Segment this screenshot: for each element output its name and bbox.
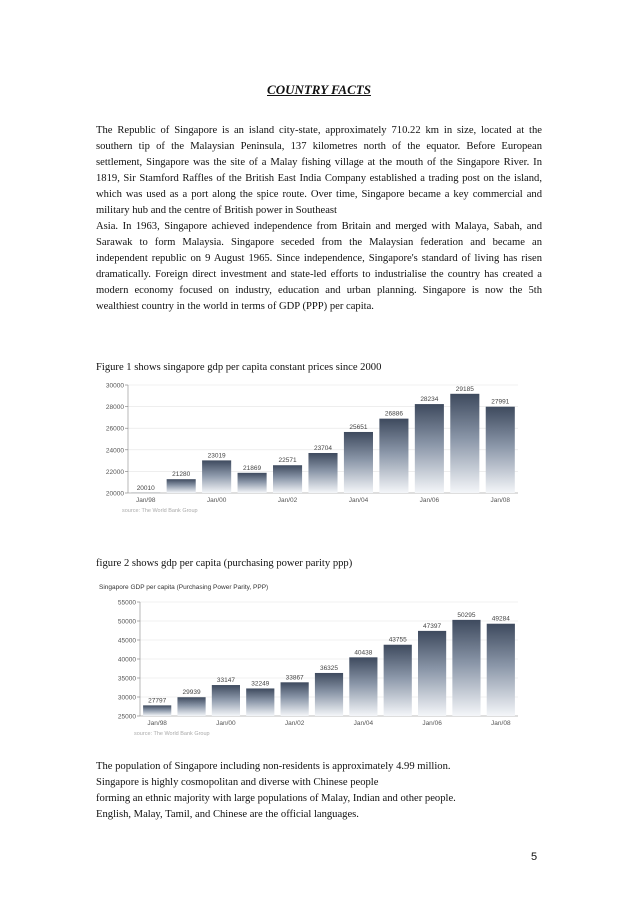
data-label: 29185 xyxy=(455,385,474,393)
chart-title: Singapore GDP per capita (Purchasing Power Parity, PPP) xyxy=(99,584,269,591)
data-label: 21280 xyxy=(172,471,191,479)
data-label: 23019 xyxy=(207,452,226,460)
x-tick-label: Jan/02 xyxy=(277,497,298,504)
bar xyxy=(384,645,412,716)
data-label: 29939 xyxy=(182,689,201,697)
chart-source: source: The World Bank Group xyxy=(122,508,198,514)
closing-line: Singapore is highly cosmopolitan and diverse with Chinese people xyxy=(96,777,379,788)
data-label: 33147 xyxy=(216,677,235,685)
data-label: 21869 xyxy=(243,464,262,472)
data-label: 40438 xyxy=(354,649,373,657)
bar xyxy=(452,620,480,716)
data-label: 28234 xyxy=(420,396,439,404)
y-tick-label: 22000 xyxy=(105,468,124,476)
bar xyxy=(379,419,408,493)
x-tick-label: Jan/04 xyxy=(348,497,369,504)
bar xyxy=(450,394,479,493)
data-label: 27797 xyxy=(148,697,167,705)
bar xyxy=(315,673,343,716)
data-label: 36325 xyxy=(319,664,339,672)
bar xyxy=(349,657,377,716)
figure1-caption: Figure 1 shows singapore gdp per capita constant prices since 2000 xyxy=(96,362,382,373)
closing-line: The population of Singapore including non-residents is approximately 4.99 million. xyxy=(96,761,451,772)
bar xyxy=(415,404,444,493)
closing-line: forming an ethnic majority with large populations of Malay, Indian and other people. xyxy=(96,793,456,804)
y-tick-label: 30000 xyxy=(105,382,124,390)
data-label: 50295 xyxy=(457,611,476,619)
bar xyxy=(246,688,274,716)
data-label: 43755 xyxy=(388,636,407,644)
bar xyxy=(487,624,515,716)
y-tick-label: 25000 xyxy=(117,713,136,721)
bar xyxy=(486,407,515,493)
chart-source: source: The World Bank Group xyxy=(134,731,210,737)
bar xyxy=(238,473,267,493)
y-tick-label: 28000 xyxy=(105,404,124,412)
x-tick-label: Jan/08 xyxy=(491,720,511,727)
x-tick-label: Jan/98 xyxy=(147,720,167,727)
data-label: 20010 xyxy=(136,484,155,492)
bar xyxy=(212,685,240,716)
bar xyxy=(273,465,302,493)
data-label: 33867 xyxy=(285,674,304,682)
data-label: 47397 xyxy=(423,622,442,630)
y-tick-label: 45000 xyxy=(117,637,136,645)
figure2-caption: figure 2 shows gdp per capita (purchasing power parity ppp) xyxy=(96,558,353,569)
bar xyxy=(177,697,205,716)
x-tick-label: Jan/00 xyxy=(216,720,236,727)
x-tick-label: Jan/08 xyxy=(490,497,511,504)
y-tick-label: 26000 xyxy=(105,425,124,433)
figure2-chart xyxy=(96,580,526,742)
data-label: 22571 xyxy=(278,457,297,465)
closing-line: English, Malay, Tamil, and Chinese are the official languages. xyxy=(96,809,359,820)
x-tick-label: Jan/06 xyxy=(422,720,442,727)
bar xyxy=(344,432,373,493)
data-label: 23704 xyxy=(313,444,333,452)
y-tick-label: 30000 xyxy=(117,694,136,702)
x-tick-label: Jan/00 xyxy=(206,497,227,504)
y-tick-label: 55000 xyxy=(117,599,136,607)
x-tick-label: Jan/04 xyxy=(353,720,374,727)
bar xyxy=(167,479,196,493)
y-tick-label: 24000 xyxy=(105,447,124,455)
intro-paragraph: The Republic of Singapore is an island city-state, approximately 710.22 km in size, located at the southern tip of the Malaysian Peninsula, 137 kilometres north of the equator. Before European settlement, Singapore was the site of a Malay fishing village at the mouth of the Singapore River. In 1819, Sir Stamford Raffles of the British East India Company established a trading post on the island, which was used as a port along the spice route. Over time, Singapore became a key commercial and military hub and the centre of British power in Southeast xyxy=(96,125,542,216)
y-tick-label: 20000 xyxy=(105,490,124,498)
closing-text xyxy=(96,759,542,823)
data-label: 27991 xyxy=(491,398,510,406)
page-title: COUNTRY FACTS xyxy=(267,82,371,97)
y-tick-label: 35000 xyxy=(117,675,136,683)
y-tick-label: 40000 xyxy=(117,656,136,664)
data-label: 49284 xyxy=(491,615,510,623)
data-label: 32249 xyxy=(251,680,270,688)
x-tick-label: Jan/06 xyxy=(419,497,440,504)
bar xyxy=(202,460,231,493)
bar xyxy=(281,682,309,716)
bar xyxy=(418,631,446,716)
y-tick-label: 50000 xyxy=(117,618,136,626)
bar xyxy=(143,705,171,716)
intro-paragraph: Asia. In 1963, Singapore achieved independence from Britain and merged with Malaya, Sabah, and Sarawak to form Malaysia. Singapore seceded from the Malaysian federation and became an independent republic on 9 August 1965. Since independence, Singapore's standard of living has risen dramatically. Foreign direct investment and state-led efforts to industrialise the country has created a modern economy focused on industry, education and urban planning. Singapore is now the 5th wealthiest country in the world in terms of GDP (PPP) per capita. xyxy=(96,221,542,312)
intro-text xyxy=(96,123,542,315)
figure1-chart xyxy=(96,378,526,526)
page-number: 5 xyxy=(531,851,538,863)
bar xyxy=(308,453,337,493)
data-label: 26886 xyxy=(384,410,403,418)
x-tick-label: Jan/98 xyxy=(135,497,156,504)
data-label: 25651 xyxy=(349,423,368,431)
x-tick-label: Jan/02 xyxy=(284,720,305,727)
